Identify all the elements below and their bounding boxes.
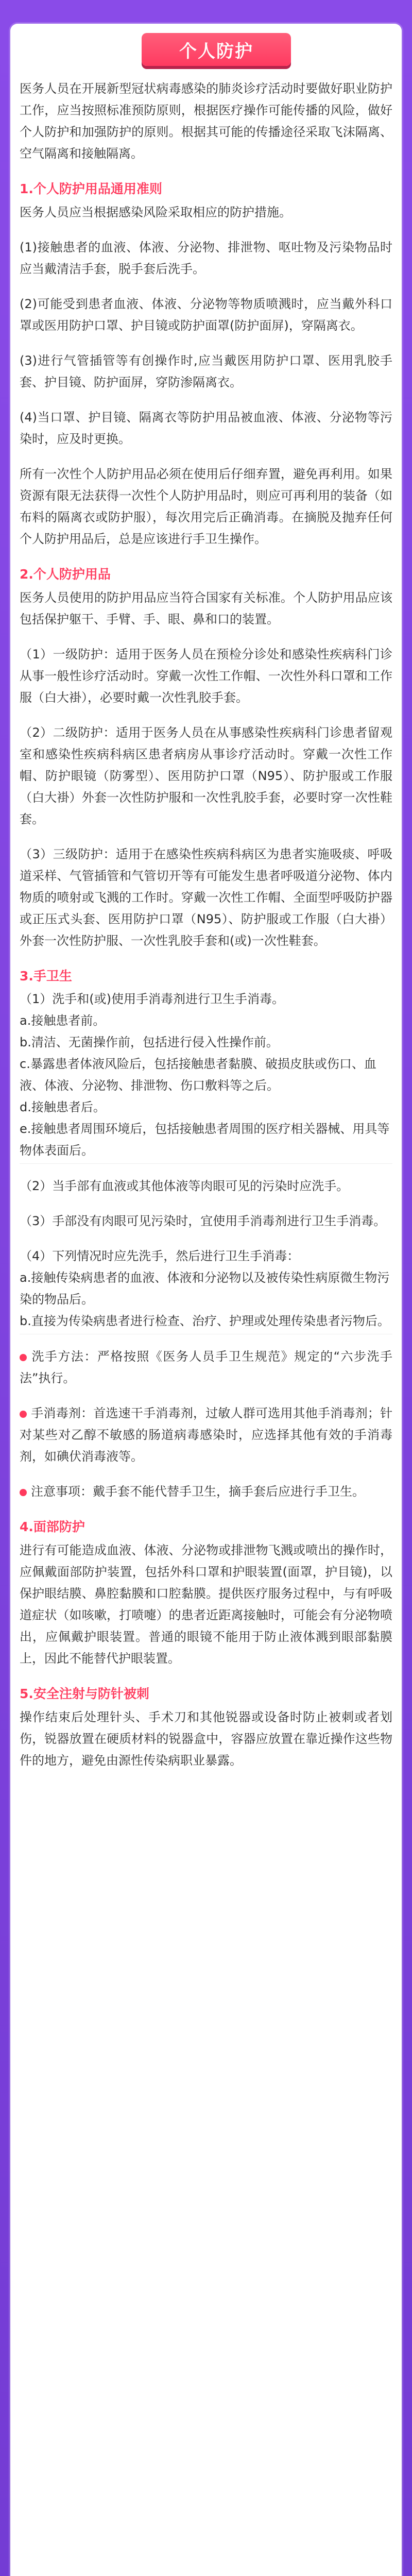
hand-wash-method-text: 洗手方法：严格按照《医务人员手卫生规范》规定的“六步洗手法”执行。 xyxy=(20,1349,392,1386)
hand-wash-method xyxy=(20,1346,392,1389)
section-heading-2: 2.个人防护用品 xyxy=(20,566,111,582)
section-heading-4: 4.面部防护 xyxy=(20,1519,85,1535)
section-3-part-1-line-4: c.暴露患者体液风险后，包括接触患者黏膜、破损皮肤或伤口、血液、体液、分泌物、排泄物、伤口敷料等之后。 xyxy=(20,1057,376,1093)
section-2-item-3: （3）三级防护：适用于在感染性疾病科病区为患者实施吸痰、呼吸道采样、气管插管和气管切开等有可能发生患者呼吸道分泌物、体内物质的喷射或飞溅的工作时。穿戴一次性工作帽、全面型呼吸防护器或正压式头套、医用防护口罩（N95）、防护服或工作服（白大褂）外套一次性防护服、一次性乳胶手套和(或)一次性鞋套。 xyxy=(20,846,392,948)
section-3-part-1-line-6: e.接触患者周围环境后，包括接触患者周围的医疗相关器械、用具等物体表面后。 xyxy=(20,1122,390,1158)
section-1-item-1: (1)接触患者的血液、体液、分泌物、排泄物、呕吐物及污染物品时应当戴清洁手套，脱手套后洗手。 xyxy=(20,240,392,276)
section-3-part-4-line-3: b.直接为传染病患者进行检查、治疗、护理或处理传染患者污物后。 xyxy=(20,1314,390,1329)
page-title: 个人防护 xyxy=(179,41,253,62)
section-heading-5: 5.安全注射与防针被刺 xyxy=(20,1686,149,1701)
section-2-item-1: （1）一级防护：适用于医务人员在预检分诊处和感染性疾病科门诊从事一般性诊疗活动时。穿戴一次性工作帽、一次性外科口罩和工作服（白大褂），必要时戴一次性乳胶手套。 xyxy=(20,647,392,705)
section-heading-3: 3.手卫生 xyxy=(20,968,72,984)
title-tab xyxy=(142,33,291,66)
intro-paragraph: 医务人员在开展新型冠状病毒感染的肺炎诊疗活动时要做好职业防护工作，应当按照标准预防原则，根据医疗操作可能传播的风险，做好个人防护和加强防护的原则。根据其可能的传播途径采取飞沫隔离、空气隔离和接触隔离。 xyxy=(20,81,392,161)
section-3-part-1-line-3: b.清洁、无菌操作前，包括进行侵入性操作前。 xyxy=(20,1035,279,1050)
section-3-part-4 xyxy=(20,1245,392,1332)
article-content xyxy=(10,78,402,1785)
section-1-item-4: (4)当口罩、护目镜、隔离衣等防护用品被血液、体液、分泌物等污染时，应及时更换。 xyxy=(20,410,392,446)
section-3-part-1 xyxy=(20,988,392,1161)
bullet-dot-icon xyxy=(20,1411,27,1418)
section-1-item-2: (2)可能受到患者血液、体液、分泌物等物质喷溅时，应当戴外科口罩或医用防护口罩、护目镜或防护面罩(防护面屏)，穿隔离衣。 xyxy=(20,296,392,333)
section-3-part-1-line-2: a.接触患者前。 xyxy=(20,1013,106,1028)
bullet-dot-icon xyxy=(20,1354,27,1361)
content-card xyxy=(10,24,402,2576)
hand-hygiene-notes-text: 注意事项：戴手套不能代替手卫生，摘手套后应进行手卫生。 xyxy=(31,1484,365,1499)
hand-hygiene-notes xyxy=(20,1481,392,1502)
section-3-part-3: （3）手部没有肉眼可见污染时，宜使用手消毒剂进行卫生手消毒。 xyxy=(20,1214,386,1229)
section-5-body: 操作结束后处理针头、手术刀和其他锐器或设备时防止被刺或者划伤，锐器放置在硬质材料的锐器盒中，容器应放置在靠近操作这些物件的地方，避免由源性传染病职业暴露。 xyxy=(20,1709,392,1768)
section-4-body: 进行有可能造成血液、体液、分泌物或排泄物飞溅或喷出的操作时，应佩戴面部防护装置，包括外科口罩和护眼装置(面罩，护目镜)，以保护眼结膜、鼻腔黏膜和口腔黏膜。提供医疗服务过程中，与有呼吸道症状（如咳嗽，打喷嚏）的患者近距离接触时，可能会有分泌物喷出，应佩戴护眼装置。普通的眼镜不能用于防止液体溅到眼部黏膜上，因此不能替代护眼装置。 xyxy=(20,1543,392,1666)
bullet-dot-icon xyxy=(20,1489,27,1496)
section-1-lead: 医务人员应当根据感染风险采取相应的防护措施。 xyxy=(20,205,291,219)
section-1-note: 所有一次性个人防护用品必须在使用后仔细弃置，避免再利用。如果资源有限无法获得一次性个人防护用品时，则应可再利用的装备（如布料的隔离衣或防护服），每次用完后正确消毒。在摘脱及抛弃任何个人防护用品后，总是应该进行手卫生操作。 xyxy=(20,466,392,546)
section-2-item-2: （2）二级防护：适用于医务人员在从事感染性疾病科门诊患者留观室和感染性疾病科病区患者病房从事诊疗活动时。穿戴一次性工作帽、防护眼镜（防雾型）、医用防护口罩（N95）、防护服或工作服（白大褂）外套一次性防护服和一次性乳胶手套，必要时穿一次性鞋套。 xyxy=(20,725,392,826)
section-3-part-1-line-1: （1）洗手和(或)使用手消毒剂进行卫生手消毒。 xyxy=(20,992,284,1007)
hand-sanitizer-text: 手消毒剂：首选速干手消毒剂，过敏人群可选用其他手消毒剂；针对某些对乙醇不敏感的肠道病毒感染时，应选择其他有效的手消毒剂，如碘伏消毒液等。 xyxy=(20,1406,392,1464)
section-2-lead: 医务人员使用的防护用品应当符合国家有关标准。个人防护用品应该包括保护躯干、手臂、手、眼、鼻和口的装置。 xyxy=(20,590,392,626)
section-3-part-4-line-2: a.接触传染病患者的血液、体液和分泌物以及被传染性病原微生物污染的物品后。 xyxy=(20,1270,390,1307)
section-3-part-2: （2）当手部有血液或其他体液等肉眼可见的污染时应洗手。 xyxy=(20,1179,349,1194)
section-1-item-3: (3)进行气管插管等有创操作时,应当戴医用防护口罩、医用乳胶手套、护目镜、防护面屏，穿防渗隔离衣。 xyxy=(20,353,392,389)
section-3-part-1-line-5: d.接触患者后。 xyxy=(20,1100,106,1115)
hand-sanitizer xyxy=(20,1402,392,1467)
section-heading-1: 1.个人防护用品通用准则 xyxy=(20,181,162,196)
section-3-part-4-line-1: （4）下列情况时应先洗手，然后进行卫生手消毒： xyxy=(20,1249,300,1264)
spacer xyxy=(20,1163,392,1164)
